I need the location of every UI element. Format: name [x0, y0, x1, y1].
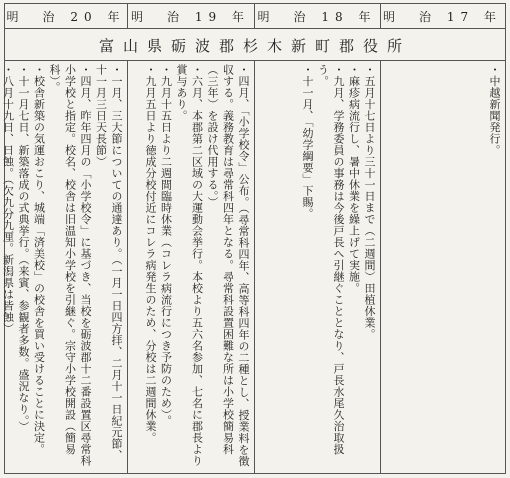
- title-bottom-rule: [4, 60, 506, 61]
- list-item: ・九月、学務委員の事務は今後戸長へ引継ぐこととなり、戸長水尾久治取扱う。: [316, 64, 345, 455]
- list-item: ・校舎新築の気運おこり、城端「済美校」の校舎を買い受けることに決定。: [32, 64, 46, 455]
- header-year-17: 明 治 17 年: [383, 9, 502, 24]
- list-item: ・五月十七日より三十一日まで（二週間）田植休業。: [363, 64, 376, 340]
- header-year-20: 明 治 20 年: [6, 9, 126, 24]
- header-top-rule: [4, 3, 506, 4]
- office-title: 富山県砺波郡杉木新町郡役所: [98, 36, 411, 55]
- list-item: ・六月、本郡第二区域の大運動会挙行。本校より五六名参加、七名に郡長より賞与あり。: [175, 64, 204, 467]
- list-item: ・四月、「小学校令」公布。（尋常科四年、高等科四年の二種とし、授業料を徴収する。義務教育は尋常科四年となる。尋常科設置困難な所は小学校簡易科（三年）を設け代用する。）: [206, 64, 250, 467]
- list-item: ・一月、三大節についての通達あり。（一月一日四方拝、二月十一日紀元節、十一月三日天長節）: [94, 64, 123, 461]
- column-meiji-20: [1, 64, 124, 472]
- column-meiji-17: [384, 64, 502, 472]
- entry-list-meiji-17: [487, 64, 503, 472]
- list-item: ・麻疹病流行し、暑中休業を繰上げて実施。: [347, 64, 361, 294]
- header-year-18: 明 治 18 年: [257, 9, 377, 24]
- frame-right-rule: [505, 3, 506, 474]
- entry-list-meiji-19: [143, 64, 252, 472]
- column-divider: [380, 60, 381, 474]
- frame-bottom-rule: [4, 473, 506, 474]
- list-item: ・九月十五日より二週間臨時休業（コレラ病流行につき予防のため）。: [159, 64, 173, 427]
- column-divider: [127, 60, 128, 474]
- entry-list-meiji-18: [300, 64, 378, 472]
- header-bottom-rule: [4, 28, 506, 29]
- list-item: ・九月五日より徳成分校付近にコレラ病発生のため、分校は二週間休業。: [144, 64, 157, 444]
- column-divider: [254, 60, 255, 474]
- list-item: ・十一月、「幼学綱要」下賜。: [301, 64, 314, 220]
- column-meiji-18: [258, 64, 377, 472]
- header-year-19: 明 治 19 年: [131, 9, 250, 24]
- entry-list-meiji-20: [0, 64, 124, 472]
- list-item: ・中越新聞発行。: [488, 64, 501, 156]
- column-meiji-19: [131, 64, 251, 472]
- list-item: ・十一月七日、新築落成の式典挙行。（来賓、参観者多数。盛況なり。）: [17, 64, 30, 433]
- list-item: ・四月、昨年四月の「小学校令」に基づき、当校を砺波郡十二番設置区尋常科小学校と指定。校名、校舎は旧温知小学校を引継ぐ。宗守小学校開設（簡易科）。: [48, 64, 92, 467]
- list-item: ・八月十九日、日蝕。（欠九分九厘。新潟県は皆蝕）: [1, 64, 15, 335]
